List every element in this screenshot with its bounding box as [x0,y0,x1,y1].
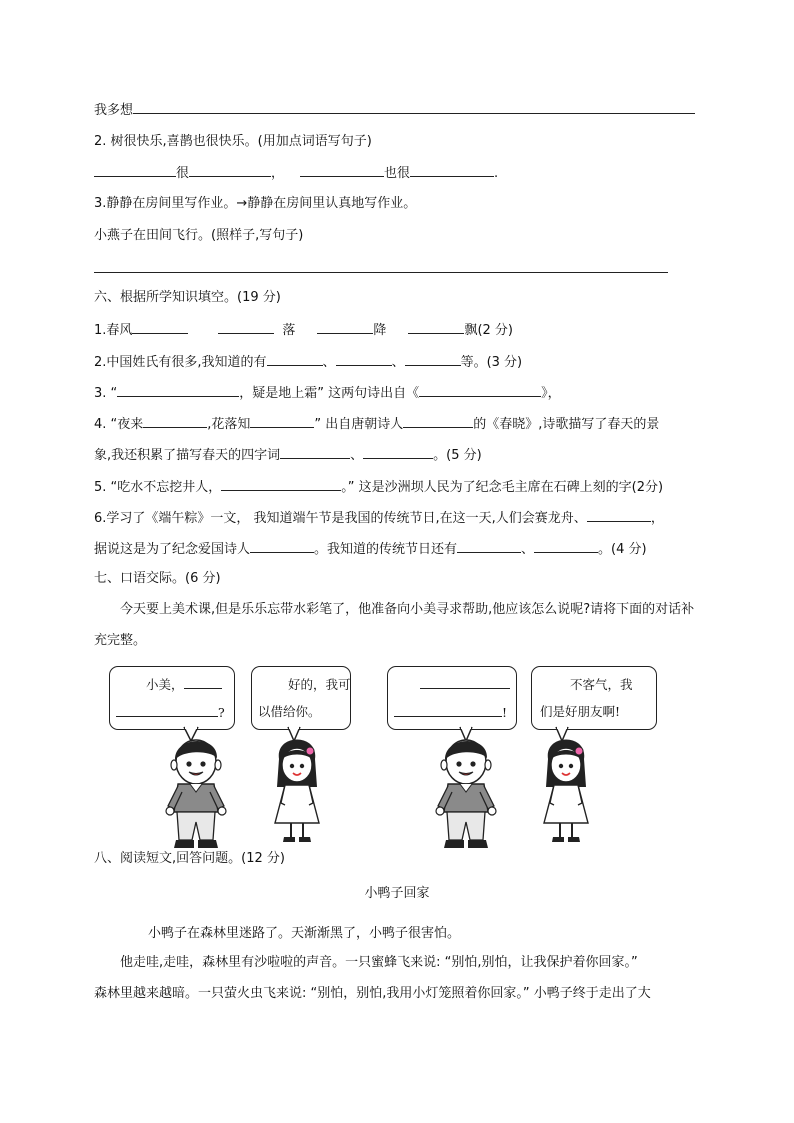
q2-text: 2. 树很快乐,喜鹊也很快乐。(用加点词语写句子) [94,134,372,149]
story-title: 小鸭子回家 [364,886,430,901]
speech-bubble-4: 不客气，我 们是好朋友啊! [531,666,657,730]
story-paragraph-2: 他走哇,走哇，森林里有沙啦啦的声音。一只蜜蜂飞来说: “别怕,别怕，让我保护着你回家。” [120,955,638,970]
girl-character [544,740,588,843]
think-line: 我多想 [94,100,695,120]
speech-bubble-3: ! [387,666,517,730]
speech-bubble-2: 好的，我可 以借给你。 [251,666,351,730]
girl-character [275,740,319,843]
q3-prompt: 小燕子在田间飞行。(照样子,写句子) [94,228,304,243]
bubble-tails [184,727,568,741]
boy-character [166,740,226,848]
q3-example: 3.静静在房间里写作业。→静静在房间里认真地写作业。 [94,196,417,211]
section6-title: 六、根据所学知识填空。(19 分) [94,290,281,305]
s6-line1: 1.春风 落 降 飘(2 分) [94,320,513,340]
q2-fill-line: 很 ， 也很 . [94,163,498,183]
s6-line6: 6.学习了《端午粽》一文， 我知道端午节是我国的传统节日,在这一天,人们会赛龙舟、 ， [94,508,664,528]
section7-prompt: 今天要上美术课,但是乐乐忘带水彩笔了，他准备向小美寻求帮助,他应该怎么说呢?请将下面的对话补充完整。 [94,602,695,648]
section7-title: 七、口语交际。(6 分) [94,571,221,586]
story-paragraph-3: 森林里越来越暗。一只萤火虫飞来说: “别怕，别怕,我用小灯笼照着你回家。” 小鸭子终于走出了大 [94,986,651,1001]
s6-line6b: 据说这是为了纪念爱国诗人 。我知道的传统节日还有 、 。(4 分) [94,539,647,559]
speech-bubble-1: 小美， ? [109,666,235,730]
boy-character [436,740,496,848]
s6-line2: 2.中国姓氏有很多,我知道的有 、 、 等。(3 分) [94,352,522,372]
s6-line5: 5. “吃水不忘挖井人， 。” 这是沙洲坝人民为了纪念毛主席在石碑上刻的字(2分) [94,477,663,497]
story-paragraph-1: 小鸭子在森林里迷路了。天渐渐黑了，小鸭子很害怕。 [148,926,461,941]
s6-line3: 3. “ ，疑是地上霜” 这两句诗出自《 》， [94,383,561,403]
s6-line4: 4. “夜来 ,花落知 ” 出自唐朝诗人 的《春晓》,诗歌描写了春天的景 [94,414,659,434]
section8-title: 八、阅读短文,回答问题。(12 分) [94,851,285,866]
s6-line4b: 象,我还积累了描写春天的四字词 、 。(5 分) [94,445,482,465]
